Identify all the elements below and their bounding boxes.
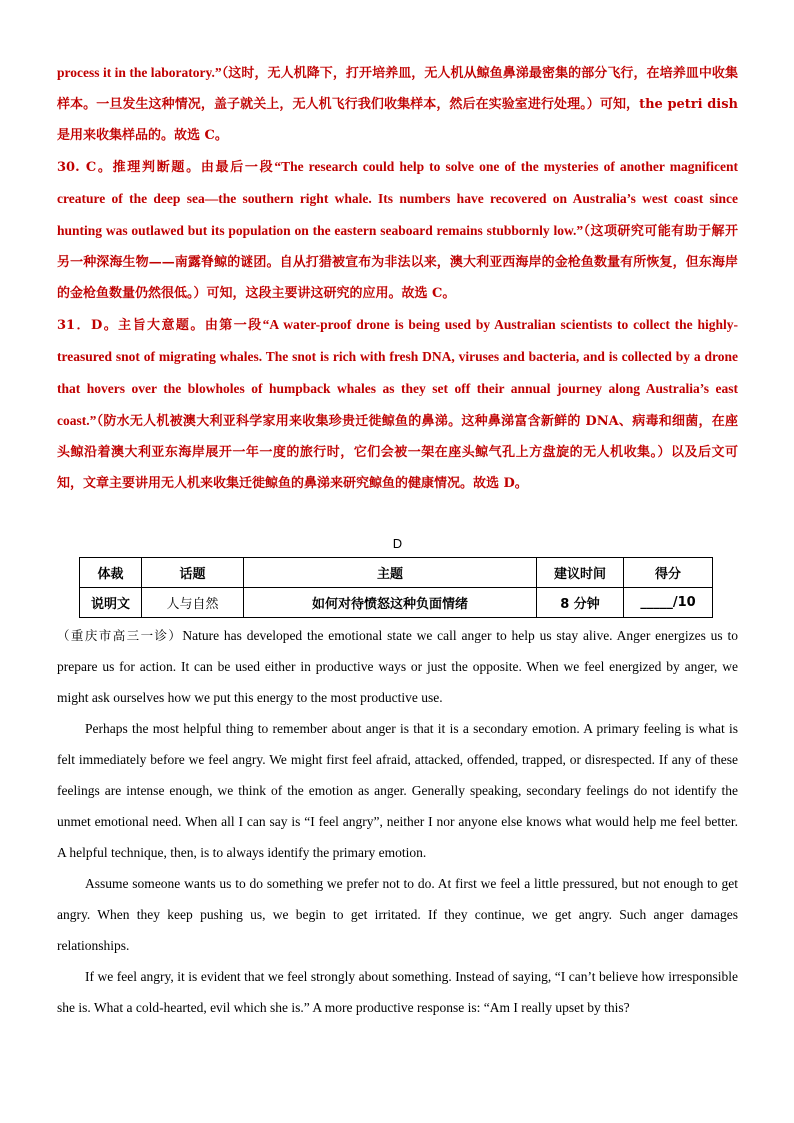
table-header-cell: 得分 (624, 558, 713, 588)
answer-q31-zh: （防水无人机被澳大利亚科学家用来收集珍贵迁徙鲸鱼的鼻涕。这种鼻涕富含新鲜的 DNA、病毒和细菌，在座头鲸沿着澳大利亚东海岸展开一年一度的旅行时，它们会被一架在座头鲸气孔上方盘旋的无人机收集。）以及后文可知，文章主要讲用无人机来收集迁徙鲸鱼的鼻涕来研究鲸鱼的健康情况。故选 D。 (57, 414, 738, 491)
answer-continuation-zh: （这时，无人机降下，打开培养皿，无人机从鲸鱼鼻涕最密集的部分飞行，在培养皿中收集样本。一旦发生这种情况，盖子就关上，无人机飞行我们收集样本，然后在实验室进行处理。）可知，the petri dish 是用来收集样品的。故选 C。 (57, 66, 738, 143)
table-cell: 8 分钟 (537, 588, 624, 618)
answer-q31-quote: “A water-proof drone is being used by Australian scientists to collect the highly-treasured snot of migrating whales. The snot is rich with fresh DNA, viruses and bacteria, and is collected by a drone that hovers over the blowholes of humpback whales as they set off their annual journey along Australia’s east coast.” (57, 317, 738, 428)
table-cell: 如何对待愤怒这种负面情绪 (244, 588, 537, 618)
passage-paragraph-3: Assume someone wants us to do something we prefer not to do. At first we feel a little pressured, but not enough to get angry. When they keep pushing us, we begin to get irritated. If they continue, we get angry. Such anger damages relationships. (57, 876, 738, 953)
answer-q31-lead: 31．D。主旨大意题。由第一段 (57, 318, 263, 333)
answer-q30-quote: “The research could help to solve one of the mysteries of another magnificent creature of the deep sea—the southern right whale. Its numbers have recovered on Australia’s west coast since hunting was outlawed but its population on the eastern seaboard remains stubbornly low.” (57, 159, 738, 238)
answer-continuation (57, 57, 738, 151)
passage-paragraph-4: If we feel angry, it is evident that we feel strongly about something. Instead of saying, “I can’t believe how irresponsible she is. What a cold-hearted, evil which she is.” A more productive response is: “Am I really upset by this? (57, 969, 738, 1015)
passage-paragraph-1-text: Nature has developed the emotional state we call anger to help us stay alive. Anger energizes us to prepare us for action. It can be used either in productive ways or just the opposite. When we feel energized by anger, we might ask ourselves how we put this energy to the most productive use. (57, 628, 738, 705)
table-row (80, 588, 713, 618)
table-header-cell: 体裁 (80, 558, 142, 588)
answer-q31 (57, 309, 738, 499)
table-cell: 人与自然 (142, 588, 244, 618)
passage-info-table (79, 557, 713, 618)
answer-q30 (57, 151, 738, 309)
passage-paragraph-2: Perhaps the most helpful thing to remember about anger is that it is a secondary emotion. A primary feeling is what is felt immediately before we feel angry. We might first feel afraid, attacked, offended, trapped, or disrespected. If any of these feelings are intense enough, we think of the emotion as anger. Generally speaking, secondary feelings do not identify the unmet emotional need. When all I can say is “I feel angry”, neither I nor anyone else knows what would help me feel better. A helpful technique, then, is to always identify the primary emotion. (57, 721, 738, 860)
table-header-cell: 主题 (244, 558, 537, 588)
answer-continuation-en: process it in the laboratory.” (57, 65, 222, 80)
answer-q30-zh: （这项研究可能有助于解开另一种深海生物——南露脊鲸的谜团。自从打猎被宣布为非法以来，澳大利亚西海岸的金枪鱼数量有所恢复，但东海岸的金枪鱼数量仍然很低。）可知，这段主要讲这研究的应用。故选 C。 (57, 224, 738, 301)
document-page (57, 57, 738, 1023)
table-cell: _____/10 (624, 588, 713, 618)
table-cell: 说明文 (80, 588, 142, 618)
section-title: D (392, 536, 403, 551)
answer-q30-lead: 30. C。推理判断题。由最后一段 (57, 160, 275, 175)
passage-source: （重庆市高三一诊） (57, 628, 183, 643)
passage-paragraph-1 (57, 620, 738, 713)
table-header-row (80, 558, 713, 588)
table-header-cell: 建议时间 (537, 558, 624, 588)
table-header-cell: 话题 (142, 558, 244, 588)
